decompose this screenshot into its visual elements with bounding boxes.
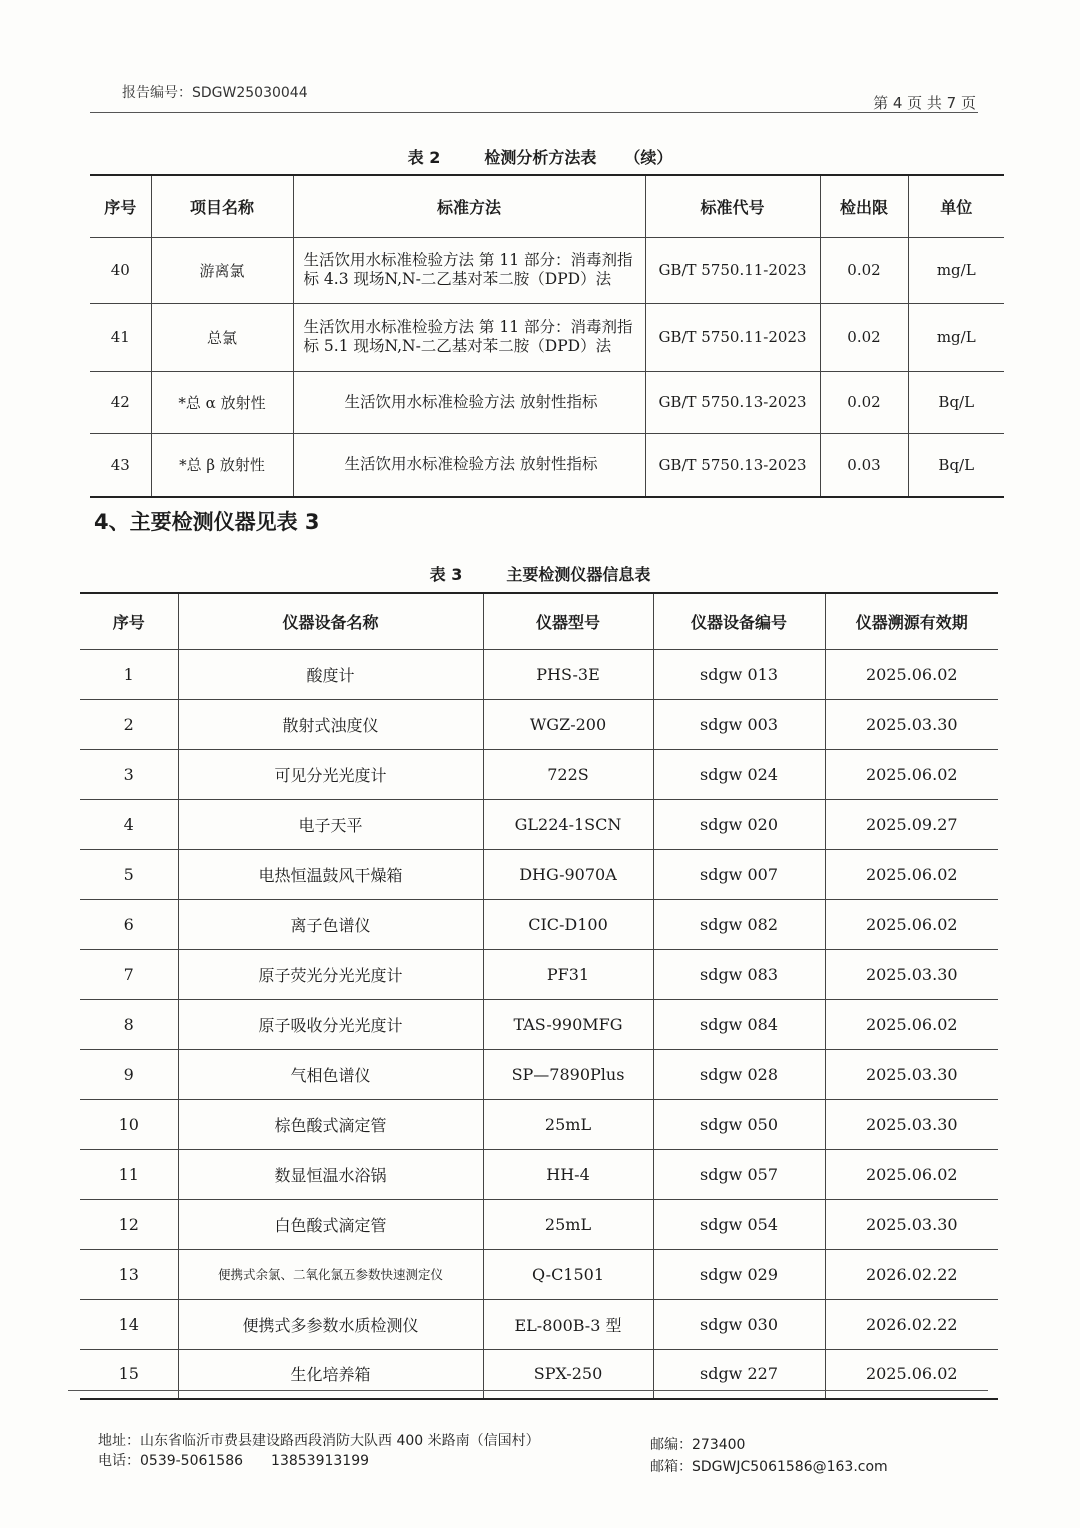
method-table-header [90, 175, 1004, 237]
row-no: 7 [80, 949, 178, 999]
row-unit: Bq/L [908, 433, 1004, 497]
row-valid: 2025.09.27 [825, 799, 998, 849]
table3-caption-title: 主要检测仪器信息表 [506, 565, 651, 584]
footer-email: 邮箱：SDGWJC5061586@163.com [650, 1459, 888, 1475]
row-model: SPX-250 [483, 1349, 653, 1399]
row-name: 散射式浊度仪 [178, 699, 483, 749]
instrument-table-body [80, 649, 998, 1399]
row-model: HH-4 [483, 1149, 653, 1199]
row-method: 生活饮用水标准检验方法 第 11 部分：消毒剂指标 4.3 现场N,N-二乙基对苯二胺（DPD）法 [293, 237, 645, 303]
row-no: 42 [90, 371, 151, 433]
row-method: 生活饮用水标准检验方法 放射性指标 [293, 371, 645, 433]
row-model: TAS-990MFG [483, 999, 653, 1049]
footer-postcode: 邮编：273400 [650, 1437, 746, 1453]
footer-phone: 电话：0539-5061586 13853913199 [98, 1453, 370, 1469]
col-header-no: 序号 [80, 593, 178, 649]
row-id: sdgw 083 [653, 949, 825, 999]
table-row [80, 1149, 998, 1199]
row-name: 电子天平 [178, 799, 483, 849]
instrument-table-header [80, 593, 998, 649]
table-row [80, 1249, 998, 1299]
row-model: PF31 [483, 949, 653, 999]
row-name: 可见分光光度计 [178, 749, 483, 799]
row-unit: Bq/L [908, 371, 1004, 433]
row-no: 4 [80, 799, 178, 849]
section-heading: 4、主要检测仪器见表 3 [94, 510, 320, 534]
row-id: sdgw 020 [653, 799, 825, 849]
row-name: 白色酸式滴定管 [178, 1199, 483, 1249]
method-table [90, 174, 1004, 498]
row-name: 离子色谱仪 [178, 899, 483, 949]
col-header-unit: 单位 [908, 175, 1004, 237]
report-number: 报告编号：SDGW25030044 [122, 85, 308, 101]
row-id: sdgw 013 [653, 649, 825, 699]
col-header-item: 项目名称 [151, 175, 293, 237]
table-row [80, 699, 998, 749]
row-no: 40 [90, 237, 151, 303]
row-model: EL-800B-3 型 [483, 1299, 653, 1349]
row-valid: 2025.03.30 [825, 1099, 998, 1149]
table-row [80, 1299, 998, 1349]
instrument-table [80, 592, 998, 1400]
row-id: sdgw 054 [653, 1199, 825, 1249]
row-no: 14 [80, 1299, 178, 1349]
table3-caption-num: 表 3 [429, 565, 463, 584]
row-valid: 2025.03.30 [825, 949, 998, 999]
table2-caption-title: 检测分析方法表 [484, 148, 597, 167]
table-row [90, 371, 1004, 433]
table-row [90, 303, 1004, 371]
row-model: GL224-1SCN [483, 799, 653, 849]
row-valid: 2025.06.02 [825, 849, 998, 899]
row-no: 10 [80, 1099, 178, 1149]
row-name: 原子荧光分光光度计 [178, 949, 483, 999]
row-item: *总 β 放射性 [151, 433, 293, 497]
row-no: 41 [90, 303, 151, 371]
row-model: 25mL [483, 1199, 653, 1249]
row-code: GB/T 5750.11-2023 [645, 303, 820, 371]
col-header-no: 序号 [90, 175, 151, 237]
row-no: 9 [80, 1049, 178, 1099]
footer-address: 地址：山东省临沂市费县建设路西段消防大队西 400 米路南（信国村） [98, 1433, 540, 1449]
row-item: 总氯 [151, 303, 293, 371]
row-id: sdgw 057 [653, 1149, 825, 1199]
row-limit: 0.02 [820, 237, 908, 303]
row-code: GB/T 5750.13-2023 [645, 433, 820, 497]
row-valid: 2026.02.22 [825, 1299, 998, 1349]
row-model: 722S [483, 749, 653, 799]
row-valid: 2025.06.02 [825, 749, 998, 799]
row-method: 生活饮用水标准检验方法 第 11 部分：消毒剂指标 5.1 现场N,N-二乙基对苯二胺（DPD）法 [293, 303, 645, 371]
table-row [80, 1099, 998, 1149]
table-row [80, 649, 998, 699]
row-valid: 2025.06.02 [825, 649, 998, 699]
table-row [80, 1049, 998, 1099]
row-no: 43 [90, 433, 151, 497]
col-header-name: 仪器设备名称 [178, 593, 483, 649]
row-no: 11 [80, 1149, 178, 1199]
row-item: *总 α 放射性 [151, 371, 293, 433]
row-no: 5 [80, 849, 178, 899]
row-no: 12 [80, 1199, 178, 1249]
col-header-valid: 仪器溯源有效期 [825, 593, 998, 649]
row-item: 游离氯 [151, 237, 293, 303]
row-id: sdgw 029 [653, 1249, 825, 1299]
row-code: GB/T 5750.11-2023 [645, 237, 820, 303]
col-header-method: 标准方法 [293, 175, 645, 237]
footer-rule [68, 1390, 988, 1391]
table-row [80, 849, 998, 899]
row-id: sdgw 227 [653, 1349, 825, 1399]
row-valid: 2026.02.22 [825, 1249, 998, 1299]
row-no: 8 [80, 999, 178, 1049]
col-header-model: 仪器型号 [483, 593, 653, 649]
row-name: 便携式余氯、二氧化氯五参数快速测定仪 [178, 1249, 483, 1299]
table-row [80, 749, 998, 799]
row-id: sdgw 007 [653, 849, 825, 899]
row-limit: 0.03 [820, 433, 908, 497]
table-row [80, 1199, 998, 1249]
table-row [90, 237, 1004, 303]
row-id: sdgw 030 [653, 1299, 825, 1349]
row-limit: 0.02 [820, 371, 908, 433]
row-method: 生活饮用水标准检验方法 放射性指标 [293, 433, 645, 497]
row-valid: 2025.06.02 [825, 899, 998, 949]
table-row [90, 433, 1004, 497]
row-name: 原子吸收分光光度计 [178, 999, 483, 1049]
row-no: 6 [80, 899, 178, 949]
table-row [80, 799, 998, 849]
row-code: GB/T 5750.13-2023 [645, 371, 820, 433]
row-model: Q-C1501 [483, 1249, 653, 1299]
row-unit: mg/L [908, 237, 1004, 303]
row-model: DHG-9070A [483, 849, 653, 899]
table-row [80, 949, 998, 999]
row-valid: 2025.03.30 [825, 1199, 998, 1249]
table-row [80, 999, 998, 1049]
row-model: CIC-D100 [483, 899, 653, 949]
row-model: SP—7890Plus [483, 1049, 653, 1099]
row-no: 13 [80, 1249, 178, 1299]
row-unit: mg/L [908, 303, 1004, 371]
row-model: WGZ-200 [483, 699, 653, 749]
row-valid: 2025.06.02 [825, 999, 998, 1049]
row-name: 气相色谱仪 [178, 1049, 483, 1099]
row-name: 酸度计 [178, 649, 483, 699]
row-name: 生化培养箱 [178, 1349, 483, 1399]
table2-caption [0, 145, 1080, 168]
row-name: 数显恒温水浴锅 [178, 1149, 483, 1199]
table-row [80, 1349, 998, 1399]
row-valid: 2025.03.30 [825, 1049, 998, 1099]
row-name: 电热恒温鼓风干燥箱 [178, 849, 483, 899]
col-header-code: 标准代号 [645, 175, 820, 237]
row-name: 棕色酸式滴定管 [178, 1099, 483, 1149]
row-valid: 2025.03.30 [825, 699, 998, 749]
table-row [80, 899, 998, 949]
table3-caption [0, 562, 1080, 585]
row-id: sdgw 084 [653, 999, 825, 1049]
row-id: sdgw 082 [653, 899, 825, 949]
row-model: PHS-3E [483, 649, 653, 699]
header-rule [90, 112, 978, 113]
row-valid: 2025.06.02 [825, 1349, 998, 1399]
table2-caption-suffix: （续） [624, 148, 673, 167]
row-no: 15 [80, 1349, 178, 1399]
row-model: 25mL [483, 1099, 653, 1149]
row-no: 2 [80, 699, 178, 749]
table2-caption-num: 表 2 [407, 148, 441, 167]
page-indicator: 第 4 页 共 7 页 [873, 94, 976, 112]
row-no: 3 [80, 749, 178, 799]
col-header-id: 仪器设备编号 [653, 593, 825, 649]
row-id: sdgw 050 [653, 1099, 825, 1149]
row-id: sdgw 003 [653, 699, 825, 749]
row-id: sdgw 028 [653, 1049, 825, 1099]
row-name: 便携式多参数水质检测仪 [178, 1299, 483, 1349]
row-id: sdgw 024 [653, 749, 825, 799]
row-valid: 2025.06.02 [825, 1149, 998, 1199]
row-no: 1 [80, 649, 178, 699]
row-limit: 0.02 [820, 303, 908, 371]
col-header-limit: 检出限 [820, 175, 908, 237]
